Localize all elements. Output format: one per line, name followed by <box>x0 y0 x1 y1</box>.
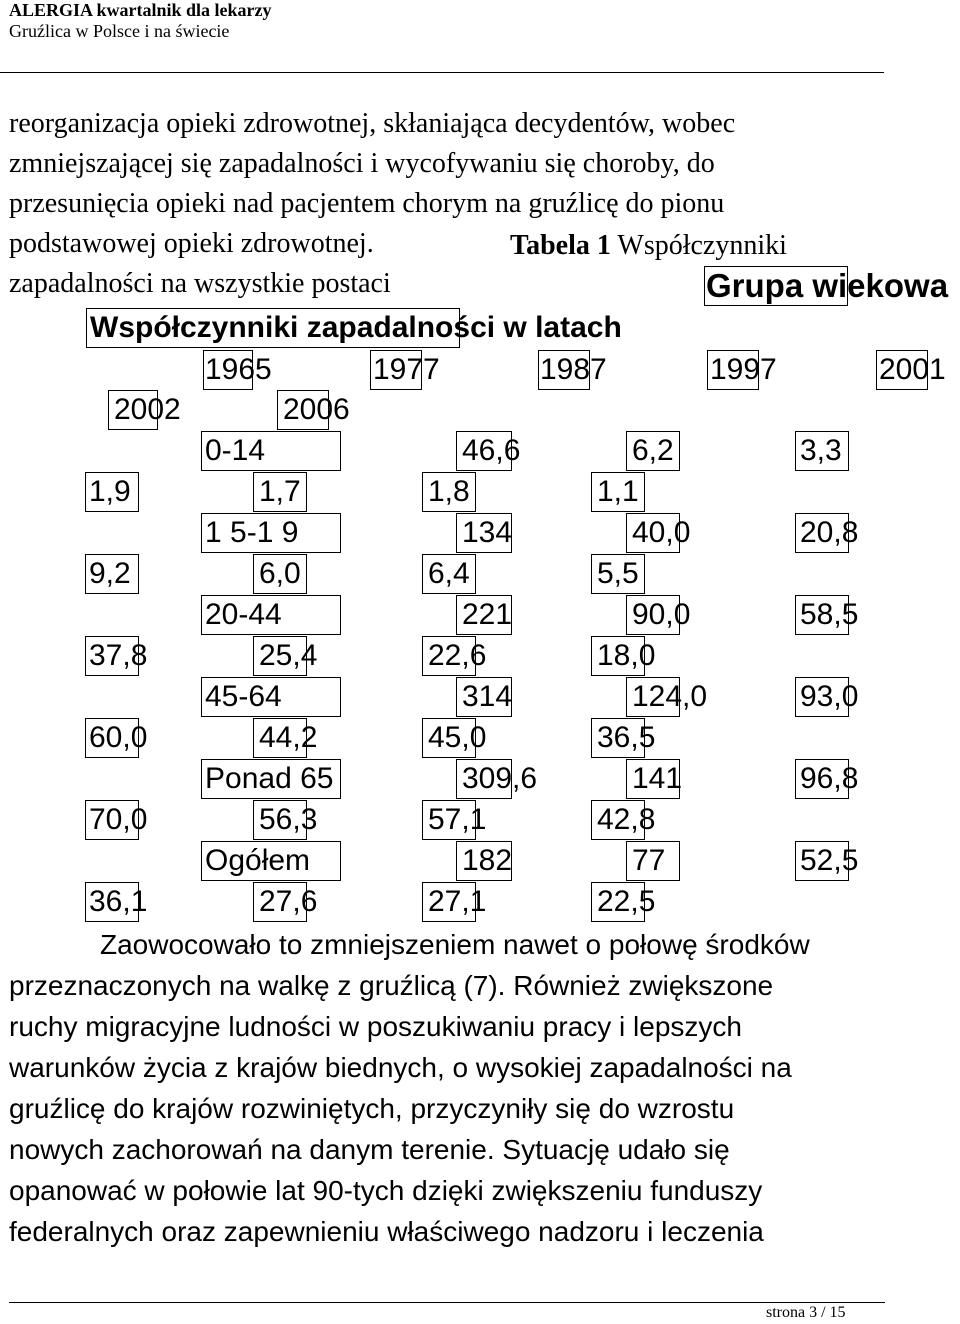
page-number: strona 3 / 15 <box>766 1304 846 1321</box>
cell-border <box>422 882 476 922</box>
table-cell: 309,6 <box>462 762 538 795</box>
body-line-5: gruźlicę do krajów rozwiniętych, przyczyniły się do wzrostu <box>9 1093 735 1124</box>
cell-border <box>591 800 645 840</box>
table-cell: 221 <box>462 598 513 631</box>
table-cell: 46,6 <box>462 434 521 467</box>
cell-border <box>795 677 849 717</box>
article-subtitle: Gruźlica w Polsce i na świecie <box>9 21 230 41</box>
cell-border <box>253 882 307 922</box>
row-group-header: Współczynniki zapadalności w latach <box>90 311 622 344</box>
table-cell: 6,2 <box>632 434 674 467</box>
cell-border <box>795 595 849 635</box>
cell-border <box>85 472 139 512</box>
body-line-1: Zaowocowało to zmniejszeniem nawet o połowę środków <box>100 929 810 960</box>
cell-border <box>591 554 645 594</box>
age-group: Ponad 65 <box>205 762 334 795</box>
cell-border <box>626 431 680 471</box>
cell-border <box>203 350 253 390</box>
body-line-3: ruchy migracyjne ludności w poszukiwaniu pracy i lepszych <box>9 1011 742 1042</box>
age-group: 45-64 <box>205 680 282 713</box>
intro-line-2: zmniejszającej się zapadalności i wycofywaniu się choroby, do <box>9 148 715 179</box>
cell-border <box>422 554 476 594</box>
table-cell: 6,4 <box>428 557 470 590</box>
cell-border <box>795 431 849 471</box>
table-cell: 60,0 <box>89 721 148 754</box>
cell-border <box>253 800 307 840</box>
table-cell: 6,0 <box>259 557 301 590</box>
age-group: Ogółem <box>205 844 311 877</box>
table-cell: 57,1 <box>428 803 487 836</box>
year-header: 1997 <box>710 353 777 386</box>
intro-line-4: podstawowej opieki zdrowotnej. <box>9 228 374 259</box>
body-line-8: federalnych oraz zapewnieniu właściwego nadzoru i leczenia <box>9 1216 764 1247</box>
cell-border <box>85 882 139 922</box>
table-cell: 1,7 <box>259 475 301 508</box>
cell-border <box>626 759 683 799</box>
table-title-rest: Współczynniki <box>617 230 787 261</box>
table-cell: 36,5 <box>597 721 656 754</box>
cell-border <box>538 350 590 390</box>
cell-border <box>591 472 645 512</box>
body-line-4: warunków życia z krajów biednych, o wysokiej zapadalności na <box>9 1052 792 1083</box>
table-cell: 314 <box>462 680 513 713</box>
cell-border <box>201 431 341 471</box>
table-cell: 40,0 <box>632 516 691 549</box>
table-cell: 3,3 <box>800 434 842 467</box>
table-cell: 22,6 <box>428 639 487 672</box>
cell-border <box>201 841 341 881</box>
table-cell: 182 <box>462 844 513 877</box>
cell-border <box>456 595 512 635</box>
table-cell: 90,0 <box>632 598 691 631</box>
cell-border <box>591 636 645 676</box>
header-divider <box>0 72 884 73</box>
journal-title: ALERGIA kwartalnik dla lekarzy <box>9 0 272 20</box>
intro-line-3: przesunięcia opieki nad pacjentem chorym na gruźlicę do pionu <box>9 188 725 219</box>
cell-border <box>626 513 680 553</box>
table-cell: 37,8 <box>89 639 148 672</box>
table-cell: 18,0 <box>597 639 656 672</box>
cell-border <box>277 390 329 430</box>
cell-border <box>876 350 928 390</box>
table-cell: 141 <box>632 762 683 795</box>
table-cell: 52,5 <box>800 844 859 877</box>
cell-border <box>422 472 476 512</box>
cell-border <box>795 841 849 881</box>
year-header: 1965 <box>205 353 272 386</box>
table-cell: 1,1 <box>597 475 639 508</box>
cell-border <box>456 431 512 471</box>
cell-border <box>626 841 680 881</box>
year-header: 2006 <box>283 393 350 426</box>
cell-border <box>704 266 848 306</box>
table-cell: 27,1 <box>428 885 487 918</box>
cell-border <box>85 800 139 840</box>
cell-border <box>253 472 307 512</box>
table-cell: 93,0 <box>800 680 859 713</box>
cell-border <box>201 595 341 635</box>
table-cell: 36,1 <box>89 885 148 918</box>
cell-border <box>626 595 680 635</box>
table-cell: 45,0 <box>428 721 487 754</box>
table-cell: 77 <box>632 844 666 877</box>
footer-divider <box>9 1302 885 1303</box>
table-cell: 1,9 <box>89 475 131 508</box>
table-cell: 124,0 <box>632 680 708 713</box>
cell-border <box>456 841 512 881</box>
cell-border <box>422 800 476 840</box>
cell-border <box>85 636 139 676</box>
cell-border <box>201 513 341 553</box>
cell-border <box>370 350 422 390</box>
table-cell: 25,4 <box>259 639 318 672</box>
cell-border <box>253 636 307 676</box>
cell-border <box>85 554 139 594</box>
cell-border <box>591 718 645 758</box>
intro-line-1: reorganizacja opieki zdrowotnej, skłaniająca decydentów, wobec <box>9 108 736 139</box>
table-cell: 42,8 <box>597 803 656 836</box>
table-cell: 27,6 <box>259 885 318 918</box>
cell-border <box>108 390 158 430</box>
age-group: 1 5-1 9 <box>205 516 299 549</box>
year-header: 2001 <box>879 353 946 386</box>
table-cell: 1,8 <box>428 475 470 508</box>
cell-border <box>85 718 139 758</box>
cell-border <box>707 350 759 390</box>
table-cell: 56,3 <box>259 803 318 836</box>
table-title-line2: zapadalności na wszystkie postaci <box>9 268 391 299</box>
table-caption <box>510 226 787 266</box>
column-group-header: Grupa wiekowa <box>706 267 949 304</box>
age-group: 0-14 <box>205 434 266 467</box>
table-cell: 70,0 <box>89 803 148 836</box>
cell-border <box>456 759 512 799</box>
table-label: Tabela 1 <box>510 230 611 261</box>
body-line-2: przeznaczonych na walkę z gruźlicą (7). Również zwiększone <box>9 970 774 1001</box>
table-cell: 9,2 <box>89 557 131 590</box>
cell-border <box>86 308 460 348</box>
year-header: 1977 <box>373 353 440 386</box>
cell-border <box>201 759 341 799</box>
table-cell: 20,8 <box>800 516 859 549</box>
cell-border <box>253 718 307 758</box>
cell-border <box>626 677 680 717</box>
cell-border <box>201 677 341 717</box>
table-cell: 44,2 <box>259 721 318 754</box>
body-line-6: nowych zachorowań na danym terenie. Sytuację udało się <box>9 1134 730 1165</box>
table-cell: 5,5 <box>597 557 639 590</box>
year-header: 1987 <box>540 353 607 386</box>
table-cell: 134 <box>462 516 513 549</box>
body-line-7: opanować w połowie lat 90-tych dzięki zwiększeniu funduszy <box>9 1175 763 1206</box>
table-cell: 58,5 <box>800 598 859 631</box>
cell-border <box>422 718 476 758</box>
cell-border <box>591 882 645 922</box>
cell-border <box>422 636 476 676</box>
cell-border <box>456 677 512 717</box>
cell-border <box>795 759 849 799</box>
table-cell: 22,5 <box>597 885 656 918</box>
table-cell: 96,8 <box>800 762 859 795</box>
cell-border <box>253 554 307 594</box>
year-header: 2002 <box>114 393 181 426</box>
cell-border <box>795 513 849 553</box>
cell-border <box>456 513 512 553</box>
age-group: 20-44 <box>205 598 282 631</box>
